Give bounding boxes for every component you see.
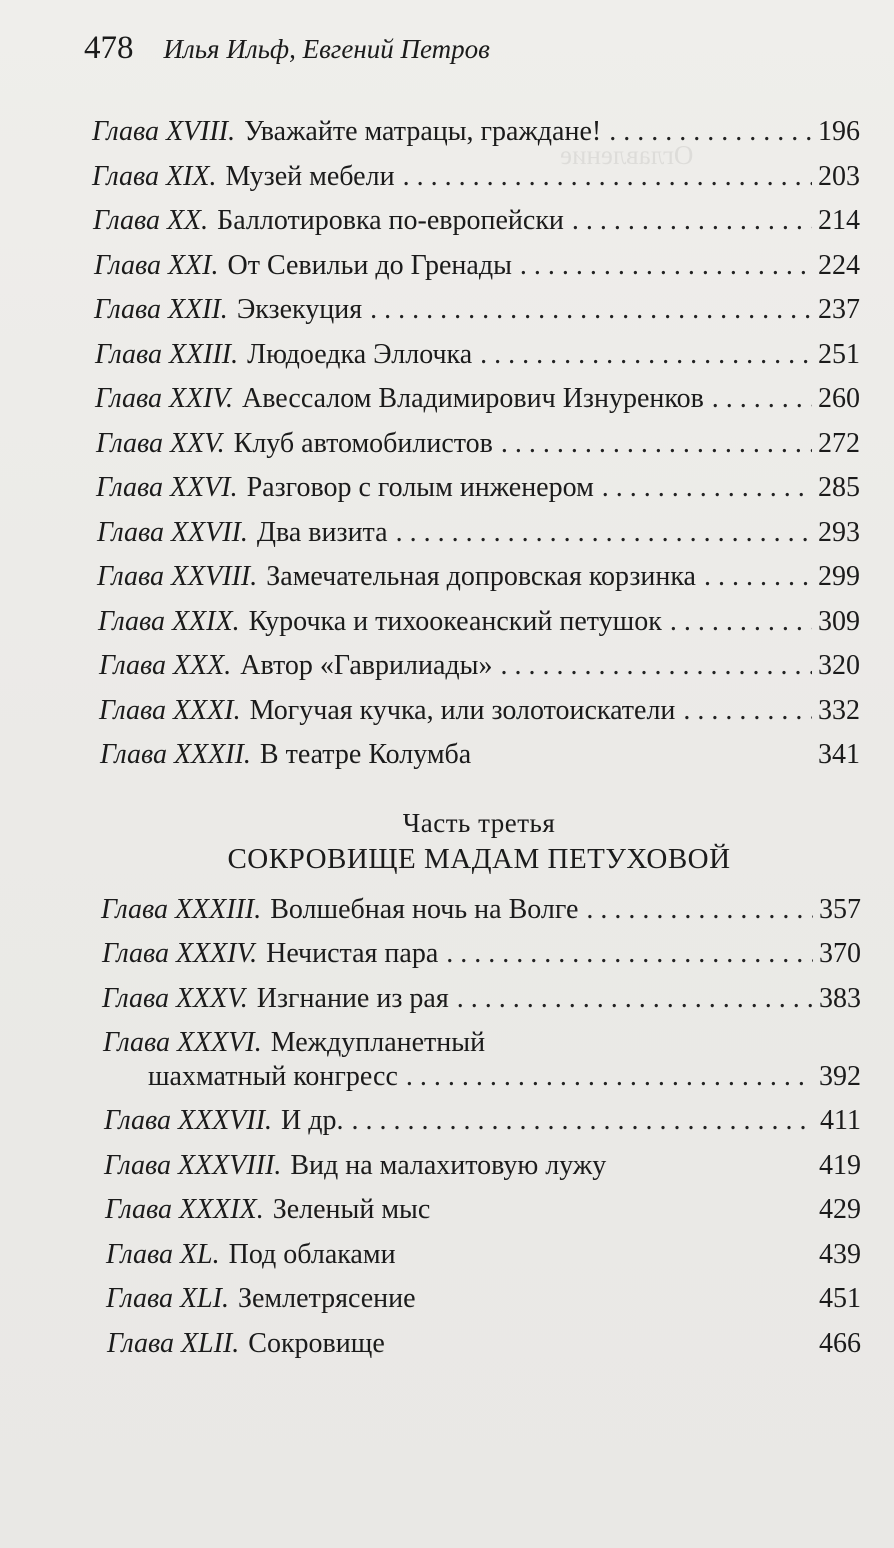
dot-leader <box>351 1101 814 1141</box>
chapter-title: От Севильи до Гренады <box>227 250 512 281</box>
dot-leader <box>602 468 812 508</box>
toc-entry <box>92 112 860 152</box>
chapter-number: Глава XXVIII. <box>97 561 258 592</box>
chapter-page: 272 <box>818 428 860 459</box>
chapter-page: 214 <box>818 205 860 236</box>
chapter-number: Глава XXXV. <box>102 983 248 1014</box>
chapter-number: Глава XIX. <box>92 161 217 192</box>
chapter-number: Глава XXIX. <box>98 606 240 637</box>
toc-entry <box>101 890 861 930</box>
chapter-page: 357 <box>819 894 861 925</box>
dot-leader <box>500 646 812 686</box>
chapter-page: 203 <box>818 161 860 192</box>
dot-leader <box>683 691 812 731</box>
dot-leader <box>480 335 812 375</box>
dot-leader <box>446 934 813 974</box>
chapter-title: Зеленый мыс <box>272 1194 431 1225</box>
chapter-page: 309 <box>818 606 860 637</box>
chapter-number: Глава XXXI. <box>99 695 241 726</box>
chapter-number: Глава XXII. <box>94 294 228 325</box>
running-head <box>84 30 490 86</box>
dot-leader <box>712 379 812 419</box>
toc-entry <box>97 557 860 597</box>
toc-entry <box>104 1101 861 1141</box>
dot-leader <box>572 201 812 241</box>
dot-leader <box>609 112 812 152</box>
chapter-number: Глава XXVII. <box>97 517 248 548</box>
chapter-title: Междупланетный <box>270 1027 486 1058</box>
chapter-number: Глава XXXII. <box>100 739 251 770</box>
chapter-number: Глава XXV. <box>96 428 225 459</box>
toc-entry <box>98 602 860 642</box>
dot-leader <box>670 602 812 642</box>
chapter-number: Глава XX. <box>93 205 209 236</box>
chapter-page: 285 <box>818 472 860 503</box>
toc-entry <box>102 979 861 1019</box>
dot-leader <box>370 290 812 330</box>
toc-entry <box>92 157 860 197</box>
chapter-number: Глава XXXVIII. <box>104 1150 282 1181</box>
chapter-page: 383 <box>819 983 861 1014</box>
chapter-page: 237 <box>818 294 860 325</box>
chapter-number: Глава XLII. <box>107 1328 240 1359</box>
toc-entry <box>102 934 861 974</box>
chapter-title: Нечистая пара <box>266 938 439 969</box>
chapter-number: Глава XXI. <box>94 250 219 281</box>
chapter-title: Разговор с голым инженером <box>246 472 594 503</box>
chapter-number: Глава XVIII. <box>92 116 236 147</box>
chapter-page: 299 <box>818 561 860 592</box>
chapter-page: 341 <box>818 739 860 770</box>
chapter-title: Уважайте матрацы, граждане! <box>244 116 602 147</box>
dot-leader <box>396 513 812 553</box>
toc-entry <box>95 379 860 419</box>
chapter-page: 260 <box>818 383 860 414</box>
toc-entry <box>99 646 860 686</box>
chapter-number: Глава XXXVI. <box>103 1027 262 1058</box>
chapter-number: Глава XXIV. <box>95 383 233 414</box>
part-heading <box>32 808 894 839</box>
chapter-page: 419 <box>819 1150 861 1181</box>
chapter-page: 332 <box>818 695 860 726</box>
chapter-title: Волшебная ночь на Волге <box>270 894 579 925</box>
dot-leader <box>501 424 812 464</box>
dot-leader <box>586 890 813 930</box>
chapter-page: 251 <box>818 339 860 370</box>
part-heading <box>32 843 894 876</box>
chapter-number: Глава XXVI. <box>96 472 238 503</box>
chapter-number: Глава XXXIX. <box>105 1194 264 1225</box>
chapter-title: Под облаками <box>228 1239 396 1270</box>
chapter-page: 392 <box>819 1061 861 1092</box>
toc-entry <box>93 201 860 241</box>
chapter-page: 224 <box>818 250 860 281</box>
chapter-title: Сокровище <box>248 1328 385 1359</box>
toc-entry <box>100 735 860 775</box>
chapter-title: Курочка и тихоокеанский петушок <box>248 606 662 637</box>
toc-entry-continuation <box>148 1057 861 1097</box>
chapter-title: Музей мебели <box>225 161 395 192</box>
chapter-page: 370 <box>819 938 861 969</box>
toc-entry <box>107 1324 861 1364</box>
toc-entry <box>94 290 860 330</box>
toc-entry <box>99 691 860 731</box>
running-head-author: Илья Ильф, Евгений Петров <box>163 34 490 64</box>
part-label: Часть третья <box>402 808 556 838</box>
chapter-title: Экзекуция <box>236 294 363 325</box>
toc-entry <box>97 513 860 553</box>
chapter-title: Два визита <box>256 517 388 548</box>
toc-entry <box>96 468 860 508</box>
chapter-number: Глава XXXIII. <box>101 894 262 925</box>
toc-entry <box>96 424 860 464</box>
chapter-title: Людоедка Эллочка <box>247 339 473 370</box>
toc-entry <box>94 246 860 286</box>
chapter-number: Глава XXX. <box>99 650 232 681</box>
chapter-number: Глава XL. <box>106 1239 220 1270</box>
dot-leader <box>403 157 812 197</box>
chapter-page: 466 <box>819 1328 861 1359</box>
chapter-number: Глава XXXVII. <box>104 1105 273 1136</box>
chapter-page: 429 <box>819 1194 861 1225</box>
chapter-page: 439 <box>819 1239 861 1270</box>
chapter-title: Клуб автомобилистов <box>233 428 493 459</box>
chapter-title: Вид на малахитовую лужу <box>290 1150 607 1181</box>
chapter-title: Авессалом Владимирович Изнуренков <box>241 383 704 414</box>
page-number: 478 <box>84 30 134 66</box>
show-through: Оглавление <box>560 140 694 170</box>
dot-leader <box>406 1057 813 1097</box>
chapter-page: 293 <box>818 517 860 548</box>
chapter-title: В театре Колумба <box>259 739 472 770</box>
chapter-number: Глава XLI. <box>106 1283 229 1314</box>
chapter-title: Баллотировка по-европейски <box>217 205 564 236</box>
chapter-title: Изгнание из рая <box>256 983 449 1014</box>
chapter-page: 451 <box>819 1283 861 1314</box>
dot-leader <box>704 557 812 597</box>
chapter-title: Землетрясение <box>237 1283 416 1314</box>
chapter-page: 320 <box>818 650 860 681</box>
chapter-page: 411 <box>820 1105 861 1136</box>
toc-entry <box>106 1235 861 1275</box>
toc-entry <box>95 335 860 375</box>
chapter-page: 196 <box>818 116 860 147</box>
chapter-number: Глава XXIII. <box>95 339 239 370</box>
dot-leader <box>520 246 812 286</box>
toc-entry <box>104 1146 861 1186</box>
chapter-number: Глава XXXIV. <box>102 938 258 969</box>
chapter-title: Автор «Гаврилиады» <box>240 650 493 681</box>
toc-entry <box>106 1279 861 1319</box>
dot-leader <box>457 979 813 1019</box>
part-title: СОКРОВИЩЕ МАДАМ ПЕТУХОВОЙ <box>227 843 731 875</box>
chapter-title-continued: шахматный конгресс <box>148 1061 398 1092</box>
chapter-title: Могучая кучка, или золотоискатели <box>249 695 676 726</box>
chapter-title: Замечательная допровская корзинка <box>266 561 696 592</box>
chapter-title: И др. <box>281 1105 344 1136</box>
toc-entry <box>105 1190 861 1230</box>
